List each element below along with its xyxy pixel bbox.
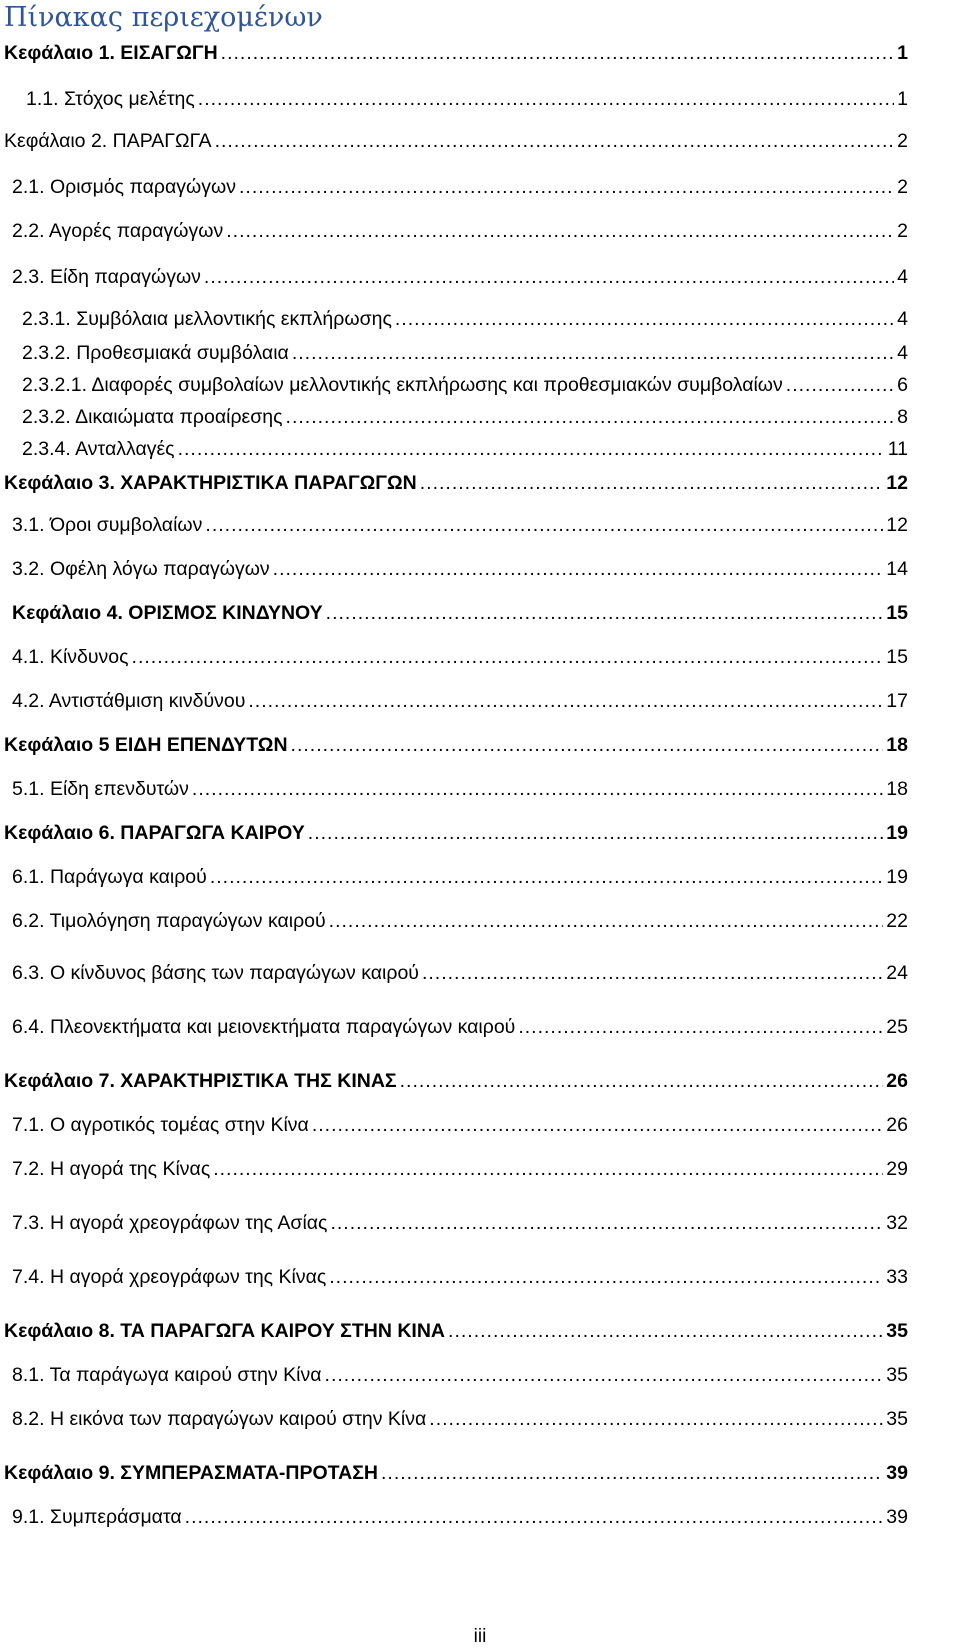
toc-entry[interactable] [12, 218, 908, 244]
dot-leader [178, 436, 885, 462]
toc-entry[interactable] [12, 600, 908, 626]
toc-entry-page: 1 [897, 88, 908, 110]
toc-entry-page: 11 [887, 438, 908, 460]
toc-entry-label: Κεφάλαιο 7. ΧΑΡΑΚΤΗΡΙΣΤΙΚΑ ΤΗΣ ΚΙΝΑΣ [4, 1070, 397, 1092]
toc-entry-label: Κεφάλαιο 4. ΟΡΙΣΜΟΣ ΚΙΝΔΥΝΟΥ [12, 602, 323, 624]
toc-entry-label: 7.2. Η αγορά της Κίνας [12, 1158, 211, 1180]
toc-entry-page: 18 [886, 734, 908, 756]
toc-entry[interactable] [12, 1362, 908, 1388]
dot-leader [221, 40, 894, 66]
toc-entry-label: 5.1. Είδη επενδυτών [12, 778, 189, 800]
toc-entry-label: 4.2. Αντιστάθμιση κινδύνου [12, 690, 246, 712]
dot-leader [204, 264, 894, 290]
toc-entry[interactable] [4, 1460, 908, 1486]
toc-entry-page: 8 [897, 406, 908, 428]
toc-entry-page: 39 [886, 1462, 908, 1484]
toc-entry[interactable] [12, 556, 908, 582]
dot-leader [326, 600, 884, 626]
toc-entry-page: 22 [886, 910, 908, 932]
toc-entry[interactable] [4, 820, 908, 846]
dot-leader [215, 128, 895, 154]
dot-leader [239, 174, 894, 200]
toc-entry-page: 29 [886, 1158, 908, 1180]
toc-entry[interactable] [12, 688, 908, 714]
toc-entry-label: 2.3.2.1. Διαφορές συμβολαίων μελλοντικής εκπλήρωσης και προθεσμιακών συμβολαίων [22, 374, 783, 396]
toc-entry[interactable] [12, 908, 908, 934]
toc-entry-page: 1 [897, 42, 908, 64]
toc-entry-label: Κεφάλαιο 3. ΧΑΡΑΚΤΗΡΙΣΤΙΚΑ ΠΑΡΑΓΩΓΩΝ [4, 472, 417, 494]
dot-leader [325, 1362, 884, 1388]
dot-leader [330, 1210, 883, 1236]
toc-entry[interactable] [12, 174, 908, 200]
toc-entry-page: 39 [886, 1506, 908, 1528]
toc-entry-page: 2 [897, 176, 908, 198]
dot-leader [273, 556, 884, 582]
dot-leader [210, 864, 883, 890]
dot-leader [381, 1460, 883, 1486]
toc-entry-label: Κεφάλαιο 6. ΠΑΡΑΓΩΓΑ ΚΑΙΡΟΥ [4, 822, 305, 844]
toc-entry-label: 2.3. Είδη παραγώγων [12, 266, 201, 288]
toc-entry-page: 14 [886, 558, 908, 580]
dot-leader [226, 218, 894, 244]
toc-entry[interactable] [22, 372, 908, 398]
toc-entry[interactable] [4, 1068, 908, 1094]
toc-entry-page: 2 [897, 220, 908, 242]
dot-leader [248, 688, 883, 714]
toc-entry[interactable] [12, 1156, 908, 1182]
toc-entry-page: 35 [886, 1364, 908, 1386]
dot-leader [213, 1156, 883, 1182]
toc-entry[interactable] [12, 960, 908, 986]
toc-entry-label: 4.1. Κίνδυνος [12, 646, 129, 668]
toc-entry[interactable] [12, 1406, 908, 1432]
dot-leader [518, 1014, 883, 1040]
dot-leader [291, 732, 884, 758]
dot-leader [192, 776, 883, 802]
toc-entry-label: 1.1. Στόχος μελέτης [26, 88, 195, 110]
toc-entry-page: 17 [886, 690, 908, 712]
toc-entry-label: 2.2. Αγορές παραγώγων [12, 220, 224, 242]
toc-entry-page: 12 [886, 472, 908, 494]
dot-leader [329, 1264, 883, 1290]
dot-leader [286, 404, 895, 430]
toc-entry-page: 19 [886, 822, 908, 844]
toc-entry-label: 7.4. Η αγορά χρεογράφων της Κίνας [12, 1266, 327, 1288]
toc-entry[interactable] [12, 264, 908, 290]
toc-entry-label: Κεφάλαιο 2. ΠΑΡΑΓΩΓΑ [4, 130, 212, 152]
toc-entry-label: Κεφάλαιο 1. ΕΙΣΑΓΩΓΗ [4, 42, 218, 64]
toc-entry-label: 9.1. Συμπεράσματα [12, 1506, 182, 1528]
dot-leader [420, 470, 884, 496]
toc-entry[interactable] [4, 128, 908, 154]
toc-entry[interactable] [12, 644, 908, 670]
toc-entry[interactable] [4, 732, 908, 758]
toc-entry[interactable] [12, 1264, 908, 1290]
toc-entry-page: 32 [886, 1212, 908, 1234]
dot-leader [205, 512, 883, 538]
toc-entry[interactable] [22, 404, 908, 430]
toc-entry[interactable] [22, 340, 908, 366]
dot-leader [198, 86, 894, 112]
toc-entry-page: 2 [897, 130, 908, 152]
toc-entry-page: 4 [897, 266, 908, 288]
toc-entry-label: 2.1. Ορισμός παραγώγων [12, 176, 236, 198]
toc-entry[interactable] [4, 470, 908, 496]
toc-title: Πίνακας περιεχομένων [4, 2, 323, 33]
toc-entry-label: 7.3. Η αγορά χρεογράφων της Ασίας [12, 1212, 328, 1234]
toc-entry[interactable] [12, 1504, 908, 1530]
dot-leader [448, 1318, 883, 1344]
toc-entry-page: 18 [886, 778, 908, 800]
toc-entry-label: 8.2. Η εικόνα των παραγώγων καιρού στην Κίνα [12, 1408, 427, 1430]
toc-entry-label: 3.2. Οφέλη λόγω παραγώγων [12, 558, 270, 580]
toc-entry-page: 4 [897, 308, 908, 330]
dot-leader [312, 1112, 883, 1138]
dot-leader [329, 908, 884, 934]
toc-entry-label: 2.3.2. Προθεσμιακά συμβόλαια [22, 342, 289, 364]
dot-leader [308, 820, 884, 846]
toc-entry-page: 15 [886, 602, 908, 624]
toc-entry-label: 2.3.2. Δικαιώματα προαίρεσης [22, 406, 283, 428]
toc-entry-label: 6.4. Πλεονεκτήματα και μειονεκτήματα παραγώγων καιρού [12, 1016, 516, 1038]
toc-entry[interactable] [12, 776, 908, 802]
toc-entry-page: 15 [886, 646, 908, 668]
toc-entry-label: 6.2. Τιμολόγηση παραγώγων καιρού [12, 910, 326, 932]
toc-entry-label: Κεφάλαιο 9. ΣΥΜΠΕΡΑΣΜΑΤΑ-ΠΡΟΤΑΣΗ [4, 1462, 379, 1484]
toc-entry[interactable] [22, 306, 908, 332]
dot-leader [395, 306, 894, 332]
toc-entry[interactable] [26, 86, 908, 112]
toc-entry-page: 12 [886, 514, 908, 536]
toc-entry-page: 19 [886, 866, 908, 888]
toc-entry-page: 26 [886, 1114, 908, 1136]
toc-entry-page: 26 [886, 1070, 908, 1092]
dot-leader [400, 1068, 884, 1094]
toc-entry-label: 2.3.4. Ανταλλαγές [22, 438, 175, 460]
dot-leader [292, 340, 894, 366]
toc-entry[interactable] [12, 1112, 908, 1138]
toc-entry[interactable] [22, 436, 908, 462]
dot-leader [429, 1406, 883, 1432]
toc-entry[interactable] [12, 512, 908, 538]
toc-entry-label: 6.1. Παράγωγα καιρού [12, 866, 207, 888]
toc-entry-page: 24 [886, 962, 908, 984]
toc-entry-page: 25 [886, 1016, 908, 1038]
toc-entry-page: 35 [886, 1320, 908, 1342]
toc-entry[interactable] [12, 1210, 908, 1236]
toc-entry[interactable] [12, 864, 908, 890]
dot-leader [185, 1504, 884, 1530]
toc-entry-page: 33 [886, 1266, 908, 1288]
toc-entry-label: 8.1. Τα παράγωγα καιρού στην Κίνα [12, 1364, 322, 1386]
toc-entry-label: Κεφάλαιο 8. ΤΑ ΠΑΡΑΓΩΓΑ ΚΑΙΡΟΥ ΣΤΗΝ ΚΙΝΑ [4, 1320, 446, 1342]
toc-entry-page: 6 [897, 374, 908, 396]
toc-entry[interactable] [12, 1014, 908, 1040]
toc-entry-page: 4 [897, 342, 908, 364]
toc-entry-label: Κεφάλαιο 5 ΕΙΔΗ ΕΠΕΝΔΥΤΩΝ [4, 734, 288, 756]
dot-leader [132, 644, 884, 670]
toc-entry[interactable] [4, 40, 908, 66]
dot-leader [422, 960, 883, 986]
toc-entry-label: 6.3. Ο κίνδυνος βάσης των παραγώγων καιρού [12, 962, 419, 984]
toc-entry-label: 3.1. Όροι συμβολαίων [12, 514, 203, 536]
toc-entry-page: 35 [886, 1408, 908, 1430]
toc-entry-label: 7.1. Ο αγροτικός τομέας στην Κίνα [12, 1114, 309, 1136]
dot-leader [786, 372, 894, 398]
toc-entry-label: 2.3.1. Συμβόλαια μελλοντικής εκπλήρωσης [22, 308, 392, 330]
toc-entry[interactable] [4, 1318, 908, 1344]
page-number: iii [473, 1626, 487, 1647]
